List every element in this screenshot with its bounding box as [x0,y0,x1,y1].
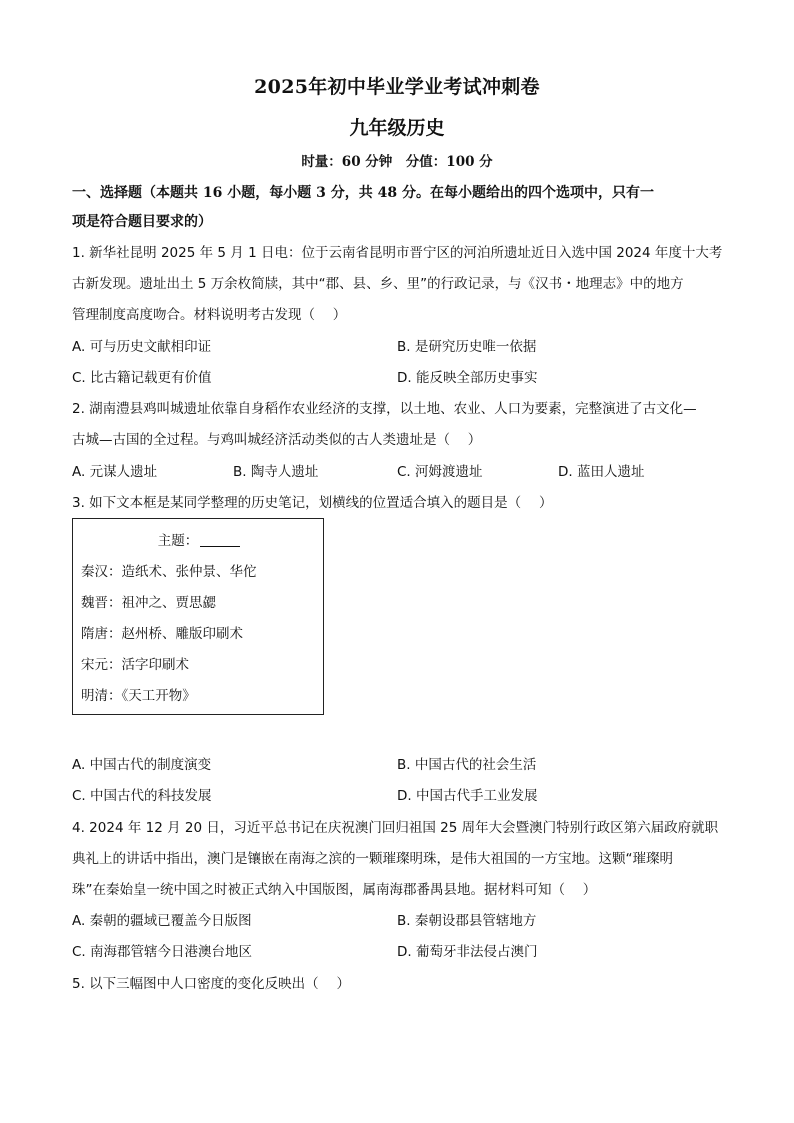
q3-option-a[interactable]: A. 中国古代的制度演变 [72,757,212,773]
section-heading-line2: 项是符合题目要求的） [72,214,212,230]
topic-blank-line [200,532,240,547]
q1-line3: 管理制度高度吻合。材料说明考古发现（ ） [72,307,347,323]
q1-option-c[interactable]: C. 比古籍记载更有价值 [72,370,212,386]
q1-line1: 1. 新华社昆明 2025 年 5 月 1 日电：位于云南省昆明市晋宁区的河泊所遗址近日入选中国 2024 年度十大考 [72,245,723,261]
notes-topic-label: 主题： [157,533,199,549]
exam-title: 2025年初中毕业学业考试冲刺卷 [254,76,540,98]
notes-row-suitang: 隋唐：赵州桥、雕版印刷术 [81,626,243,642]
notes-row-songyuan: 宋元：活字印刷术 [81,657,189,673]
q3-option-c[interactable]: C. 中国古代的科技发展 [72,788,212,804]
q2-option-a[interactable]: A. 元谋人遗址 [72,464,158,480]
q3-option-d[interactable]: D. 中国古代手工业发展 [397,788,538,804]
q4-line2: 典礼上的讲话中指出，澳门是镶嵌在南海之滨的一颗璀璨明珠，是伟大祖国的一方宝地。这颗“璀璨明 [72,851,673,867]
notes-topic [73,531,325,551]
q1-line2: 古新发现。遗址出土 5 万余枚简牍，其中“郡、县、乡、里”的行政记录，与《汉书・地理志》中的地方 [72,276,684,292]
q4-option-c[interactable]: C. 南海郡管辖今日港澳台地区 [72,944,253,960]
q2-option-c[interactable]: C. 河姆渡遗址 [397,464,483,480]
section-heading-line1: 一、选择题（本题共 16 小题，每小题 3 分，共 48 分。在每小题给出的四个选项中，只有一 [72,185,654,201]
q4-option-a[interactable]: A. 秦朝的疆域已覆盖今日版图 [72,913,252,929]
q1-option-d[interactable]: D. 能反映全部历史事实 [397,370,538,386]
q4-line3: 珠”在秦始皇一统中国之时被正式纳入中国版图，属南海郡番禺县地。据材料可知（ ） [72,882,597,898]
notes-row-mingqing: 明清：《天工开物》 [81,688,196,704]
q2-option-d[interactable]: D. 蓝田人遗址 [558,464,645,480]
q4-option-b[interactable]: B. 秦朝设郡县管辖地方 [397,913,537,929]
q5-line1: 5. 以下三幅图中人口密度的变化反映出（ ） [72,976,350,992]
notes-textbox [72,518,324,715]
exam-meta: 时量：60 分钟 分值：100 分 [301,154,493,170]
q4-option-d[interactable]: D. 葡萄牙非法侵占澳门 [397,944,538,960]
exam-subject: 九年级历史 [349,117,445,139]
notes-row-weijin: 魏晋：祖冲之、贾思勰 [81,595,216,611]
q2-line1: 2. 湖南澧县鸡叫城遗址依靠自身稻作农业经济的支撑，以土地、农业、人口为要素，完整演进了古文化— [72,401,697,417]
q3-line1: 3. 如下文本框是某同学整理的历史笔记，划横线的位置适合填入的题目是（ ） [72,495,553,511]
q3-option-b[interactable]: B. 中国古代的社会生活 [397,757,537,773]
q2-line2: 古城—古国的全过程。与鸡叫城经济活动类似的古人类遗址是（ ） [72,432,482,448]
q2-option-b[interactable]: B. 陶寺人遗址 [233,464,319,480]
q4-line1: 4. 2024 年 12 月 20 日，习近平总书记在庆祝澳门回归祖国 25 周年大会暨澳门特别行政区第六届政府就职 [72,820,719,836]
notes-row-qinhan: 秦汉：造纸术、张仲景、华佗 [81,564,257,580]
q1-option-b[interactable]: B. 是研究历史唯一依据 [397,339,537,355]
q1-option-a[interactable]: A. 可与历史文献相印证 [72,339,212,355]
